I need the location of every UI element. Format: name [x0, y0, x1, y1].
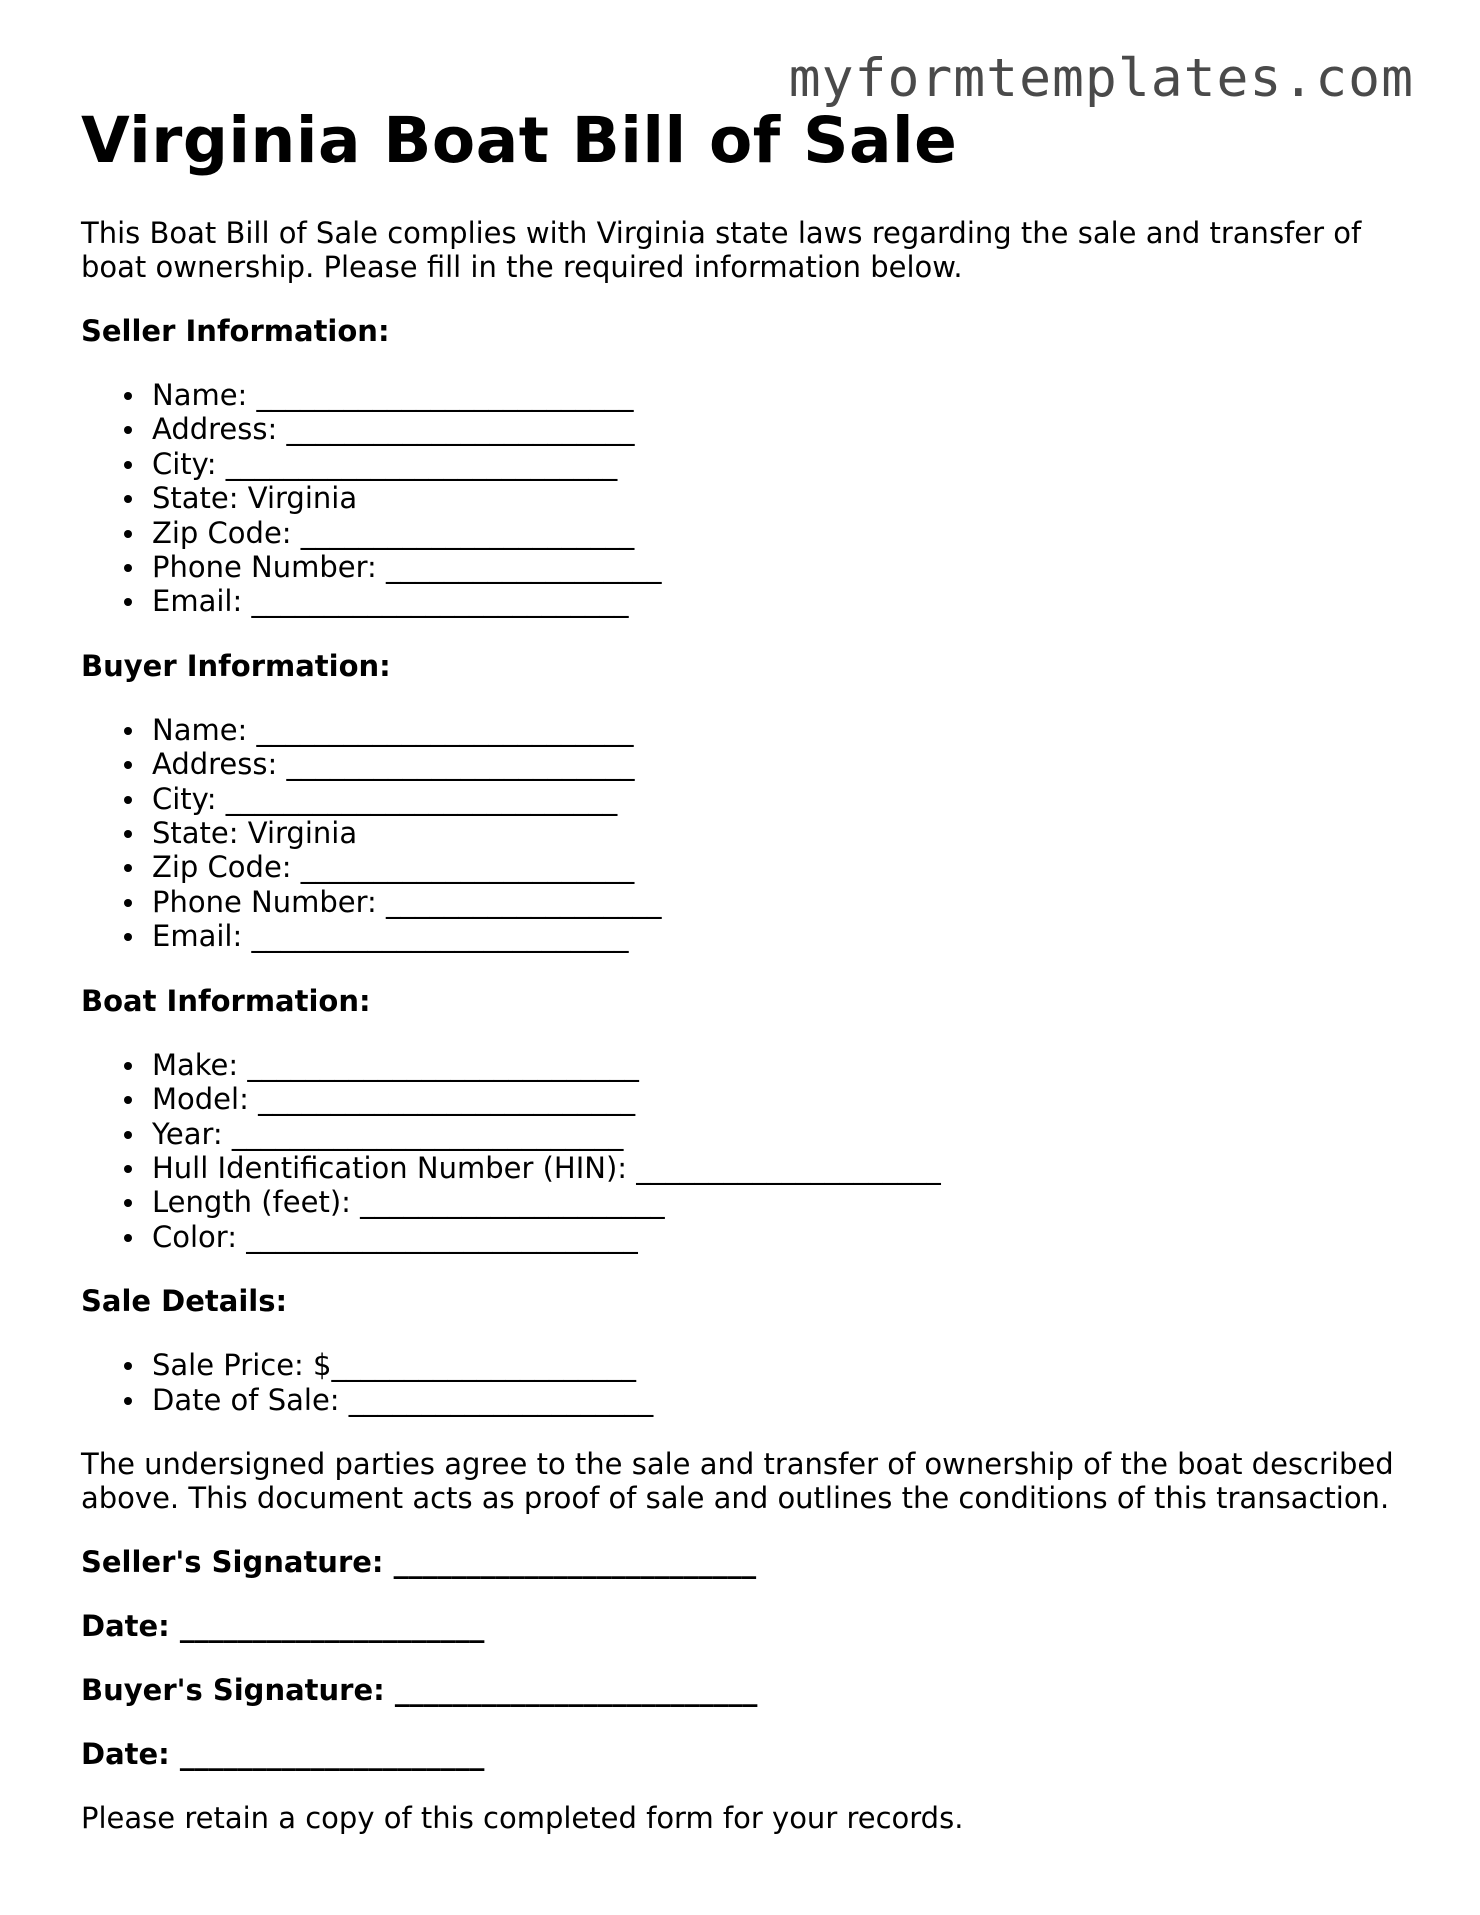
- seller-zip-field[interactable]: Zip Code: _______________________: [152, 516, 1421, 550]
- buyer-state-field: State: Virginia: [152, 816, 1421, 850]
- sale-section-heading: Sale Details:: [81, 1284, 288, 1319]
- buyer-zip-field[interactable]: Zip Code: _______________________: [152, 850, 1421, 884]
- boat-year-field[interactable]: Year: ___________________________: [152, 1117, 1421, 1151]
- seller-section-heading: Seller Information:: [81, 314, 390, 348]
- buyer-address-field[interactable]: Address: ________________________: [152, 747, 1421, 781]
- buyer-name-field[interactable]: Name: __________________________: [152, 713, 1421, 747]
- seller-phone-field[interactable]: Phone Number: ___________________: [152, 550, 1421, 584]
- buyer-date-line[interactable]: Date: _____________________: [81, 1736, 485, 1771]
- sale-price-field[interactable]: Sale Price: $_____________________: [152, 1348, 1421, 1382]
- seller-state-field: State: Virginia: [152, 481, 1421, 515]
- buyer-email-field[interactable]: Email: __________________________: [152, 919, 1421, 953]
- boat-field-list: [81, 1048, 1421, 1254]
- sale-date-field[interactable]: Date of Sale: _____________________: [152, 1383, 1421, 1417]
- buyer-field-list: [81, 713, 1421, 954]
- seller-name-field[interactable]: Name: __________________________: [152, 378, 1421, 412]
- boat-hin-field[interactable]: Hull Identification Number (HIN): _____________________: [152, 1151, 1421, 1185]
- buyer-section-heading: Buyer Information:: [81, 648, 391, 683]
- boat-section-heading: Boat Information:: [81, 983, 371, 1018]
- footer-note: Please retain a copy of this completed form for your records.: [81, 1800, 964, 1835]
- buyer-signature-line[interactable]: Buyer's Signature: _________________________: [81, 1672, 758, 1707]
- boat-model-field[interactable]: Model: __________________________: [152, 1082, 1421, 1116]
- seller-address-field[interactable]: Address: ________________________: [152, 412, 1421, 446]
- seller-date-line[interactable]: Date: _____________________: [81, 1608, 485, 1643]
- seller-city-field[interactable]: City: ___________________________: [152, 447, 1421, 481]
- seller-field-list: [81, 378, 1421, 619]
- buyer-phone-field[interactable]: Phone Number: ___________________: [152, 885, 1421, 919]
- document-title: Virginia Boat Bill of Sale: [81, 104, 958, 177]
- intro-paragraph: This Boat Bill of Sale complies with Virginia state laws regarding the sale and transfer of boat ownership. Please fill in the required information below.: [81, 216, 1362, 284]
- buyer-city-field[interactable]: City: ___________________________: [152, 782, 1421, 816]
- boat-length-field[interactable]: Length (feet): _____________________: [152, 1185, 1421, 1219]
- agreement-paragraph: The undersigned parties agree to the sale and transfer of ownership of the boat described above. This document acts as proof of sale and outlines the conditions of this transaction.: [81, 1446, 1394, 1515]
- boat-color-field[interactable]: Color: ___________________________: [152, 1220, 1421, 1254]
- document-page: [81, 100, 1421, 1835]
- boat-make-field[interactable]: Make: ___________________________: [152, 1048, 1421, 1082]
- seller-email-field[interactable]: Email: __________________________: [152, 584, 1421, 618]
- seller-signature-line[interactable]: Seller's Signature: _________________________: [81, 1544, 757, 1579]
- sale-field-list: [81, 1348, 1421, 1417]
- site-watermark: myformtemplates.com: [788, 48, 1414, 109]
